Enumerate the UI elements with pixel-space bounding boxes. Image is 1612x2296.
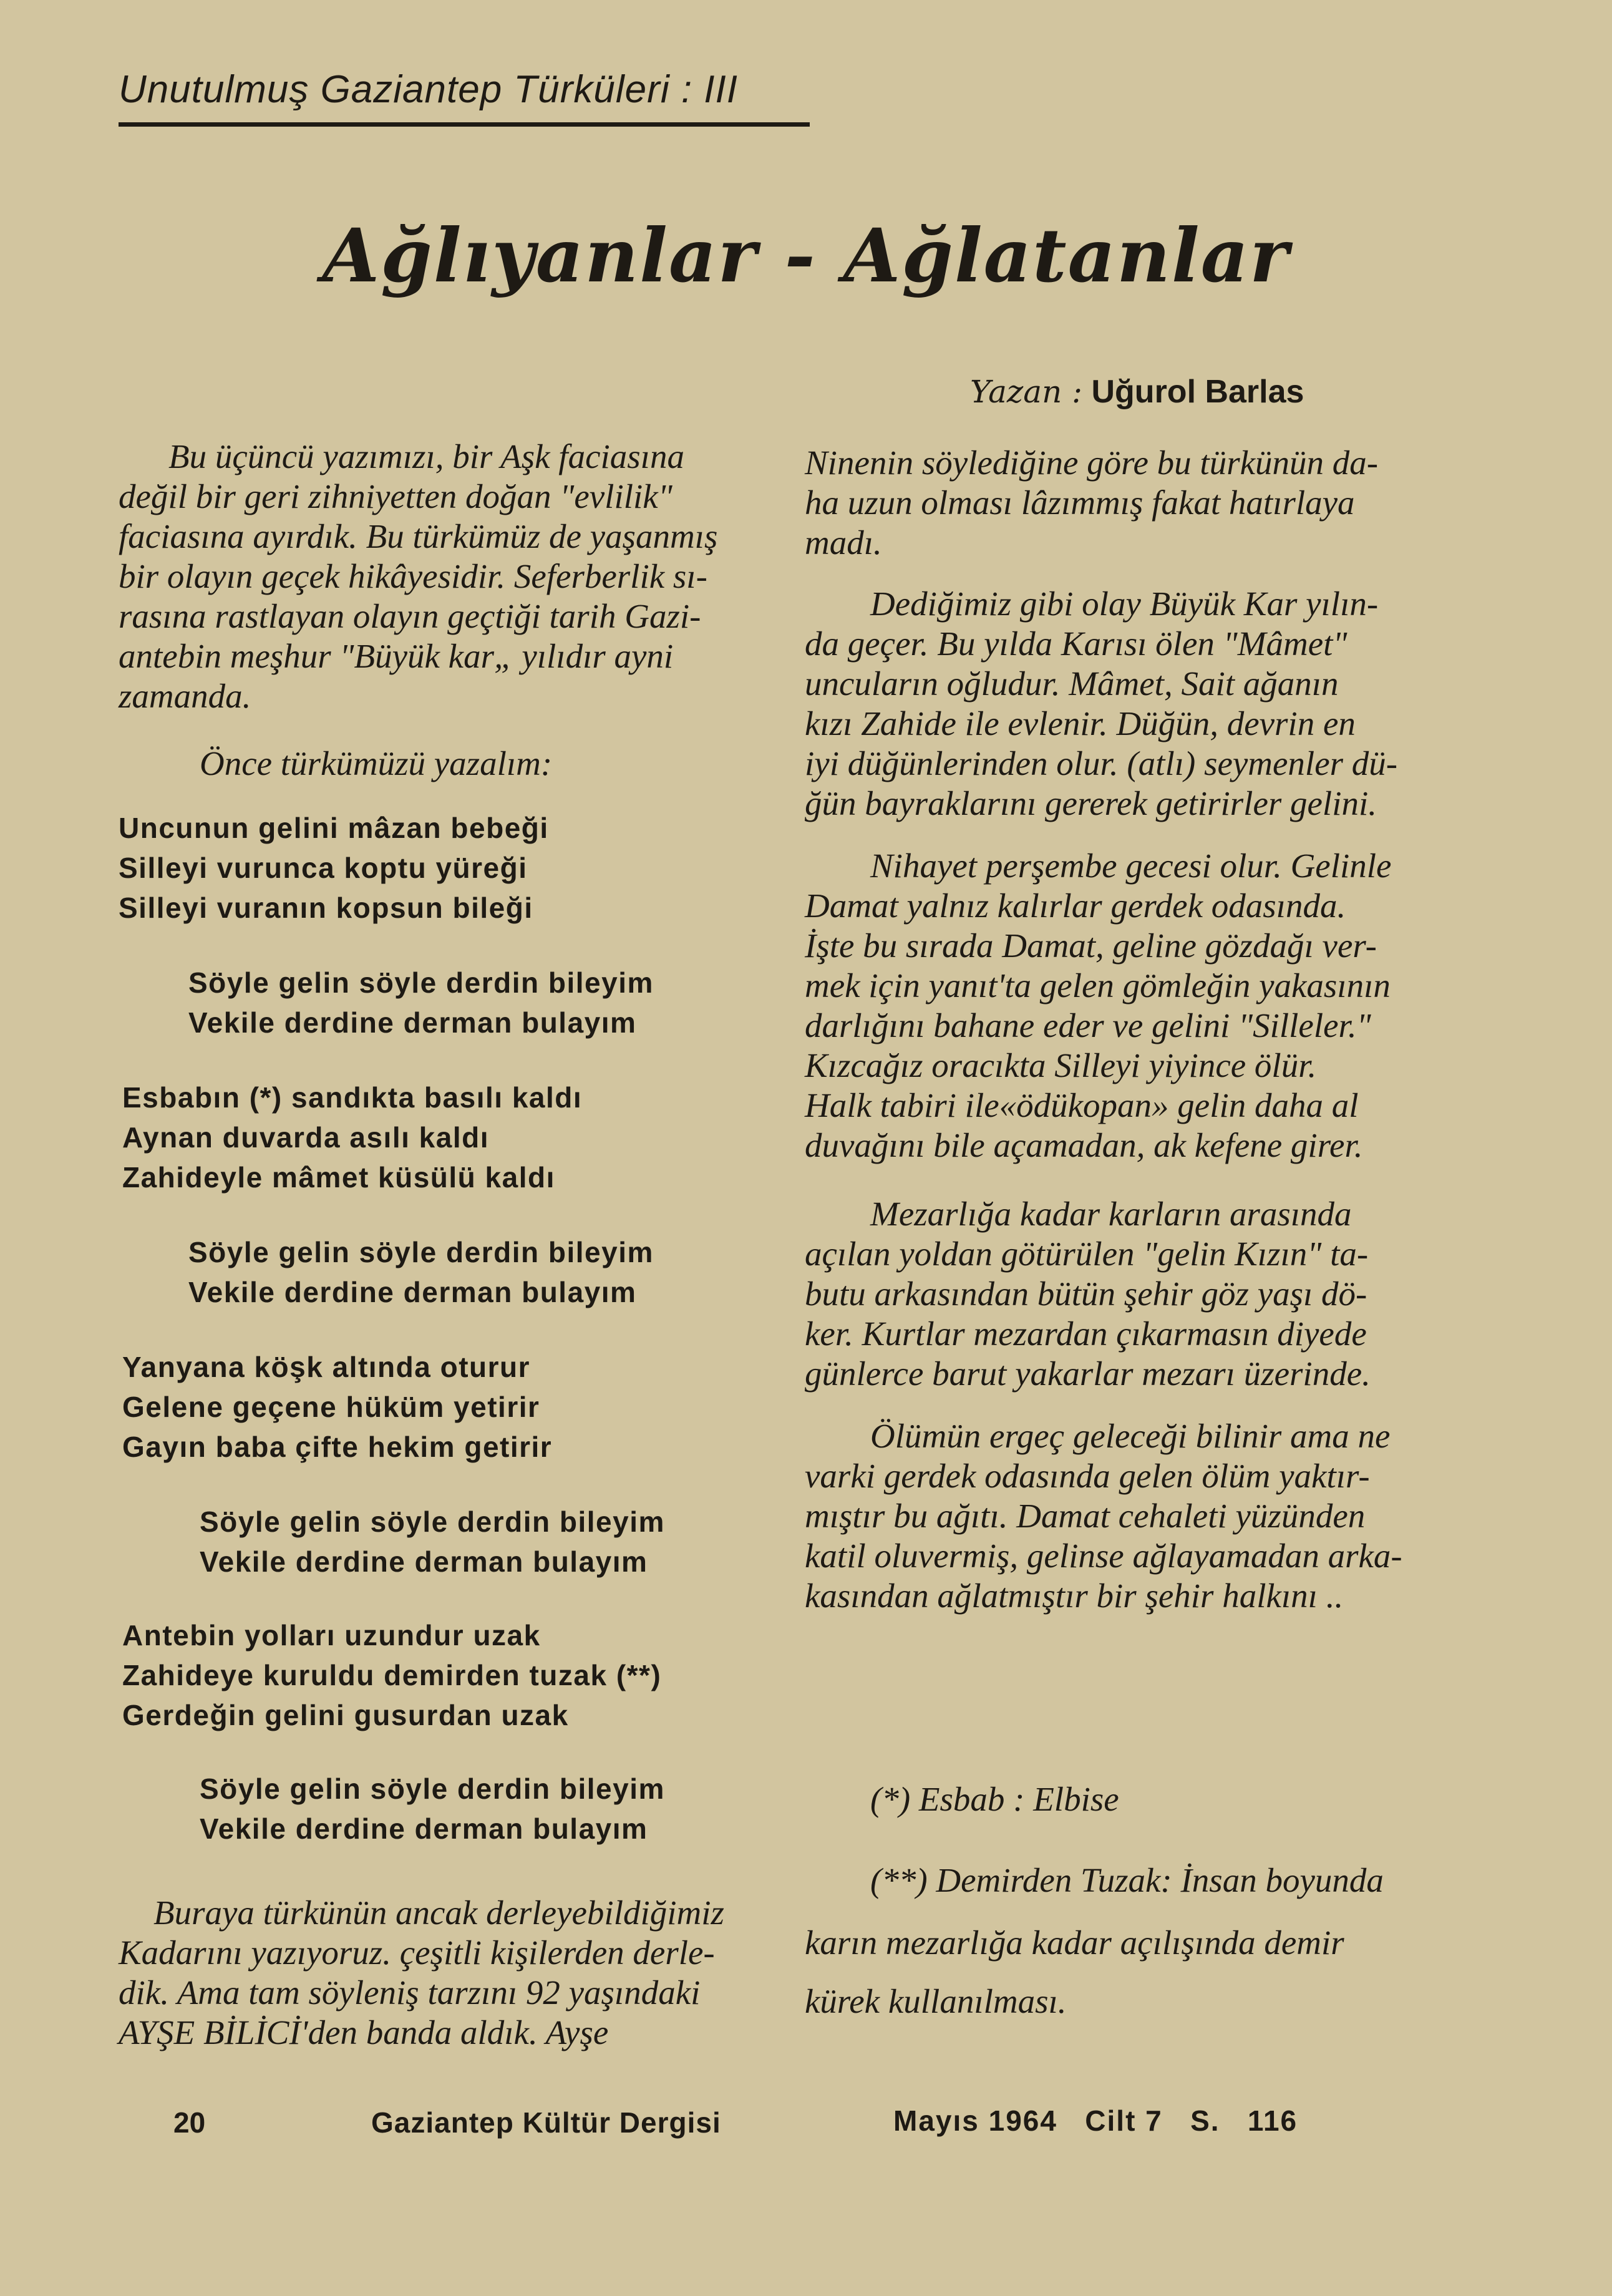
verse-line: Esbabın (*) sandıkta basılı kaldı	[122, 1081, 583, 1114]
outro-line: dik. Ama tam söyleniş tarzını 92 yaşındaki	[119, 1973, 701, 2011]
body-line: duvağını bile açamadan, ak kefene girer.	[805, 1126, 1363, 1164]
body-line: Nihayet perşembe gecesi olur. Gelinle	[870, 847, 1392, 885]
body-line: Ölümün ergeç geleceği bilinir ama ne	[870, 1417, 1391, 1455]
verse-line: Yanyana köşk altında oturur	[122, 1351, 531, 1383]
verse-line: Aynan duvarda asılı kaldı	[122, 1121, 489, 1154]
body-line: iyi düğünlerinden olur. (atlı) seymenler dü-	[805, 744, 1398, 782]
refrain-line: Vekile derdine derman bulayım	[200, 1812, 648, 1845]
body-line: ha uzun olması lâzımmış fakat hatırlaya	[805, 484, 1355, 522]
body-line: ker. Kurtlar mezardan çıkarmasın diyede	[805, 1315, 1367, 1353]
footnote: kürek kullanılması.	[805, 1982, 1067, 2020]
verse-line: Silleyi vurunca koptu yüreği	[119, 852, 528, 884]
verse-line: Zahideye kuruldu demirden tuzak (**)	[122, 1659, 662, 1691]
footnote: (*) Esbab : Elbise	[870, 1780, 1119, 1818]
body-line: kasından ağlatmıştır bir şehir halkını ..	[805, 1577, 1344, 1615]
body-line: Ninenin söylediğine göre bu türkünün da-	[805, 444, 1379, 482]
verse-line: Silleyi vuranın kopsun bileği	[119, 892, 533, 924]
byline-label: Yazan :	[970, 374, 1083, 410]
intro-line: Önce türkümüzü yazalım:	[200, 744, 553, 782]
refrain-line: Söyle gelin söyle derdin bileyim	[200, 1506, 665, 1538]
body-line: Halk tabiri ile«ödükopan» gelin daha al	[805, 1086, 1359, 1124]
verse-line: Uncunun gelini mâzan bebeği	[119, 812, 549, 844]
intro-line: bir olayın geçek hikâyesidir. Seferberlik sı-	[119, 557, 707, 595]
body-line: katil oluvermiş, gelinse ağlayamadan arka-	[805, 1537, 1402, 1575]
outro-line: Kadarını yazıyoruz. çeşitli kişilerden derle-	[119, 1934, 715, 1972]
refrain-line: Söyle gelin söyle derdin bileyim	[200, 1773, 665, 1805]
byline	[970, 373, 1304, 411]
body-line: Damat yalnız kalırlar gerdek odasında.	[805, 887, 1346, 925]
refrain-line: Vekile derdine derman bulayım	[188, 1006, 637, 1039]
body-line: butu arkasından bütün şehir göz yaşı dö-	[805, 1275, 1367, 1313]
issue-info: Mayıs 1964 Cilt 7 S. 116	[893, 2104, 1298, 2137]
body-line: Dediğimiz gibi olay Büyük Kar yılın-	[870, 585, 1379, 623]
intro-line: faciasına ayırdık. Bu türkümüz de yaşanmış	[119, 517, 718, 555]
verse-line: Gelene geçene hüküm yetirir	[122, 1391, 540, 1423]
body-line: günlerce barut yakarlar mezarı üzerinde.	[805, 1355, 1371, 1393]
refrain-line: Vekile derdine derman bulayım	[188, 1276, 637, 1308]
verse-line: Gerdeğin gelini gusurdan uzak	[122, 1699, 569, 1731]
outro-line: Buraya türkünün ancak derleyebildiğimiz	[153, 1894, 724, 1932]
refrain-line: Söyle gelin söyle derdin bileyim	[188, 1236, 654, 1268]
body-line: İşte bu sırada Damat, geline gözdağı ver-	[805, 927, 1377, 965]
body-line: varki gerdek odasında gelen ölüm yaktır-	[805, 1457, 1370, 1495]
outro-line: AYŞE BİLİCİ'den banda aldık. Ayşe	[119, 2013, 609, 2051]
byline-author: Uğurol Barlas	[1091, 374, 1304, 410]
intro-line: zamanda.	[119, 677, 251, 715]
magazine-name: Gaziantep Kültür Dergisi	[371, 2106, 721, 2139]
body-line: darlığını bahane eder ve gelini "Silleler."	[805, 1006, 1371, 1044]
body-line: mek için yanıt'ta gelen gömleğin yakasının	[805, 966, 1391, 1004]
refrain-line: Söyle gelin söyle derdin bileyim	[188, 966, 654, 999]
refrain-line: Vekile derdine derman bulayım	[200, 1545, 648, 1578]
body-line: ğün bayraklarını gererek getirirler gelini.	[805, 784, 1377, 822]
body-line: Mezarlığa kadar karların arasında	[870, 1195, 1352, 1233]
verse-line: Zahideyle mâmet küsülü kaldı	[122, 1161, 555, 1194]
body-line: Kızcağız oracıkta Silleyi yiyince ölür.	[805, 1046, 1317, 1084]
intro-line: değil bir geri zihniyetten doğan "evlilik"	[119, 477, 672, 515]
body-line: mıştır bu ağıtı. Damat cehaleti yüzünden	[805, 1497, 1366, 1535]
heading-rule	[119, 122, 810, 127]
footnote: (**) Demirden Tuzak: İnsan boyunda	[870, 1861, 1384, 1899]
body-line: uncuların oğludur. Mâmet, Sait ağanın	[805, 664, 1339, 703]
footnote: karın mezarlığa kadar açılışında demir	[805, 1924, 1344, 1962]
intro-line: Bu üçüncü yazımızı, bir Aşk faciasına	[168, 437, 684, 475]
body-line: açılan yoldan götürülen "gelin Kızın" ta-	[805, 1235, 1369, 1273]
verse-line: Antebin yolları uzundur uzak	[122, 1619, 541, 1651]
verse-line: Gayın baba çifte hekim getirir	[122, 1431, 553, 1463]
body-line: kızı Zahide ile evlenir. Düğün, devrin en	[805, 704, 1356, 742]
series-heading: Unutulmuş Gaziantep Türküleri : III	[119, 68, 738, 111]
body-line: da geçer. Bu yılda Karısı ölen "Mâmet"	[805, 625, 1347, 663]
page-number: 20	[173, 2106, 206, 2139]
body-line: madı.	[805, 523, 882, 562]
intro-line: rasına rastlayan olayın geçtiği tarih Gazi-	[119, 597, 701, 635]
article-title: Ağlıyanlar - Ağlatanlar	[322, 212, 1290, 299]
intro-line: antebin meşhur "Büyük kar„ yılıdır ayni	[119, 637, 674, 675]
